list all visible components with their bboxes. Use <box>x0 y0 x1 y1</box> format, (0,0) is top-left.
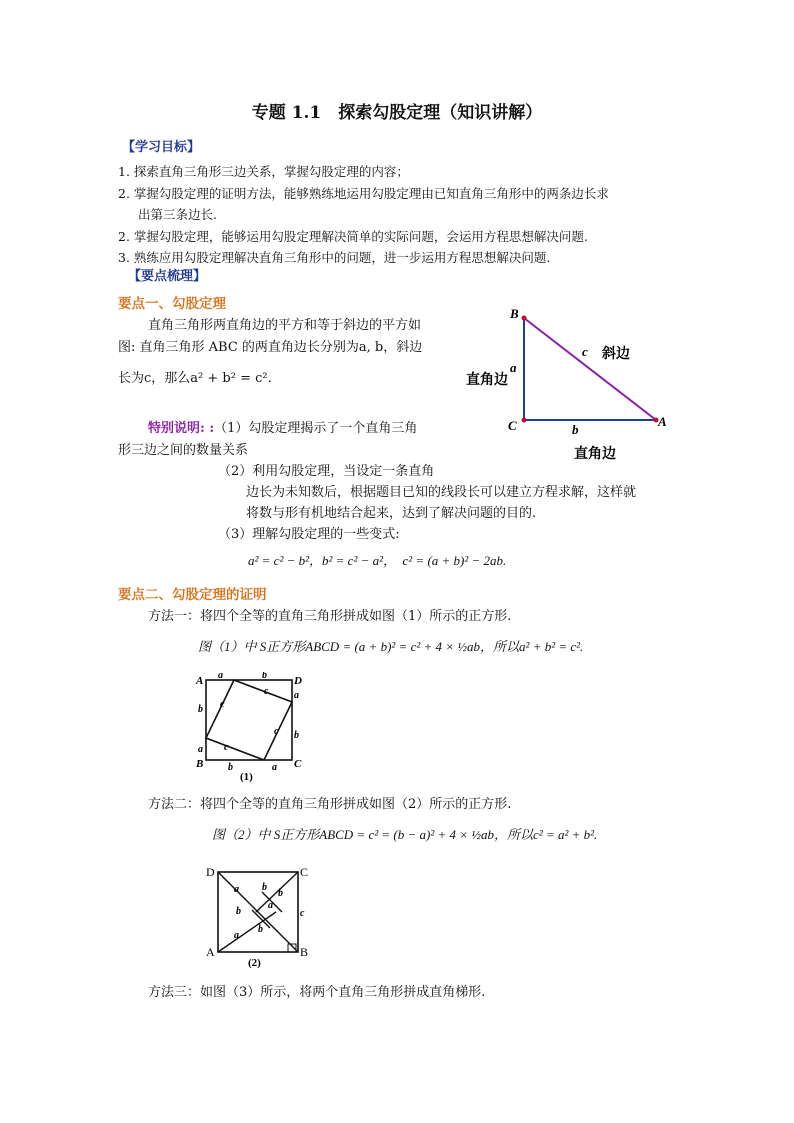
fig1-side-b: b <box>262 672 267 681</box>
fig2-side-b: b <box>262 882 267 893</box>
leg-left-label: 直角边 <box>466 373 508 388</box>
hypotenuse-label: 斜边 <box>602 347 630 362</box>
note-text: 将数与形有机地结合起来，达到了解决问题的目的. <box>246 506 537 521</box>
variant-formula: a² = c² − b²，b² = c² − a²， c² = (a + b)² − 2ab. <box>248 553 507 568</box>
point1-text: 直角三角形两直角边的平方和等于斜边的平方如 <box>148 318 422 333</box>
vertex-c-label: C <box>508 418 517 433</box>
method2-text: 方法二：将四个全等的直角三角形拼成如图（2）所示的正方形. <box>148 797 512 812</box>
fig1-side-a: a <box>272 762 277 773</box>
fig2-label-a: A <box>206 945 215 959</box>
key-points-label: 【要点梳理】 <box>128 269 207 284</box>
fig2-side-c: c <box>300 908 305 919</box>
fig1-side-a: a <box>198 744 203 755</box>
note-text: 形三边之间的数量关系 <box>118 443 249 458</box>
fig2-caption: (2) <box>248 957 261 969</box>
fig1-outer-square <box>206 680 292 760</box>
point1-heading: 要点一、勾股定理 <box>118 296 226 312</box>
fig1-side-c: c <box>224 742 229 753</box>
fig1-side-c: c <box>264 686 269 697</box>
vertex-c-dot <box>522 418 527 423</box>
leg-bottom-label: 直角边 <box>574 447 616 462</box>
fig2-side-a: a <box>234 930 239 941</box>
fig1-side-b: b <box>198 704 203 715</box>
fig1-label-c-vertex: C <box>294 758 302 770</box>
fig2-side-a: a <box>268 900 273 911</box>
fig1-label-a-vertex: A <box>196 675 204 687</box>
vertex-a-label: A <box>658 414 667 429</box>
vertex-b-dot <box>522 316 527 321</box>
point1-text: 长为c，那么a² + b² = c². <box>118 371 272 386</box>
hypotenuse-c <box>524 318 656 420</box>
fig1-inner-square <box>206 680 292 760</box>
method1-formula: 图（1）中 S正方形ABCD = (a + b)² = c² + 4 × ½ab，所以a² + b² = c². <box>198 639 584 654</box>
right-triangle-figure <box>460 300 690 470</box>
fig2-label-b: B <box>300 945 309 959</box>
side-a-label: a <box>510 360 517 375</box>
fig2-side-b: b <box>258 924 263 935</box>
method3-text: 方法三：如图（3）所示，将两个直角三角形拼成直角梯形. <box>148 985 486 1000</box>
goal-item: 3. 熟练应用勾股定理解决直角三角形中的问题，进一步运用方程思想解决问题. <box>118 250 551 265</box>
fig1-label-d: D <box>294 675 302 687</box>
goal-item: 1. 探索直角三角形三边关系，掌握勾股定理的内容； <box>118 164 409 179</box>
note-label: 特别说明: : <box>148 421 215 436</box>
side-b-label: b <box>572 422 579 437</box>
page-title: 专题 1.1 探索勾股定理（知识讲解） <box>251 103 543 123</box>
note-text: （1）勾股定理揭示了一个直角三角 <box>214 421 418 436</box>
note-text: 边长为未知数后，根据题目已知的线段长可以建立方程求解，这样就 <box>246 485 637 500</box>
fig1-side-b: b <box>294 730 299 741</box>
fig1-caption: (1) <box>240 771 253 783</box>
fig1-side-b: b <box>228 762 233 773</box>
fig2-label-d: D <box>206 865 215 879</box>
note-text: （2）利用勾股定理，当设定一条直角 <box>218 464 435 479</box>
side-c-label: c <box>582 344 588 359</box>
figure-2 <box>200 862 320 972</box>
method1-text: 方法一：将四个全等的直角三角形拼成如图（1）所示的正方形. <box>148 609 512 624</box>
figure-1 <box>190 672 310 784</box>
goals-label: 【学习目标】 <box>122 140 201 155</box>
method2-formula: 图（2）中 S正方形ABCD = c² = (b − a)² + 4 × ½ab，所以c² = a² + b². <box>212 827 598 842</box>
fig2-side-a: a <box>234 884 239 895</box>
fig1-side-a: a <box>218 672 223 681</box>
fig1-label-b-vertex: B <box>196 758 204 770</box>
fig1-side-c: c <box>274 726 279 737</box>
note-text: （3）理解勾股定理的一些变式: <box>218 527 400 542</box>
point2-heading: 要点二、勾股定理的证明 <box>118 587 267 603</box>
fig2-side-b: b <box>236 906 241 917</box>
goal-item: 2. 掌握勾股定理，能够运用勾股定理解决简单的实际问题，会运用方程思想解决问题. <box>118 229 588 244</box>
fig1-side-a: a <box>294 690 299 701</box>
vertex-b-label: B <box>510 306 519 321</box>
goal-item: 2. 掌握勾股定理的证明方法，能够熟练地运用勾股定理由已知直角三角形中的两条边长求 <box>118 186 609 201</box>
fig1-side-c: c <box>220 699 225 710</box>
fig2-label-c: C <box>300 865 309 879</box>
fig2-side-b: b <box>278 888 283 899</box>
goal-item: 出第三条边长. <box>138 207 217 222</box>
point1-text: 图: 直角三角形 ABC 的两直角边长分别为a, b，斜边 <box>118 340 423 355</box>
